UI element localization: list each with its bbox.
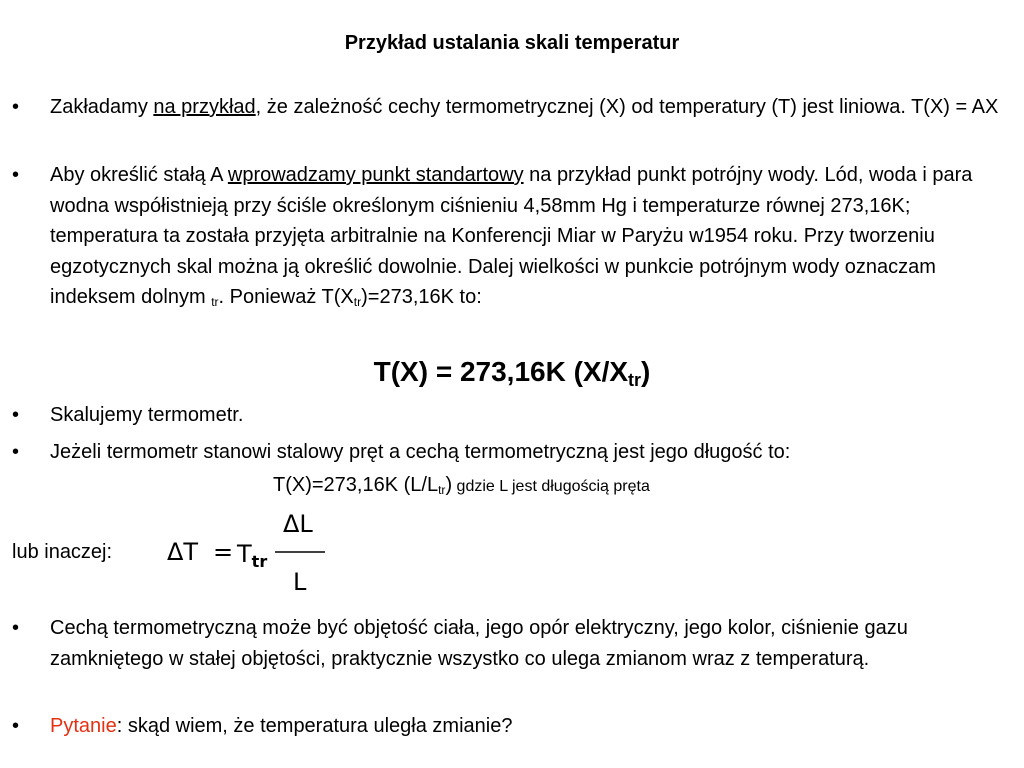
underlined-phrase: wprowadzamy punkt standartowy	[227, 164, 524, 186]
bullet-text: Skalujemy termometr.	[50, 404, 244, 426]
bullet-marker: •	[12, 404, 20, 426]
underlined-phrase: na przykład	[153, 96, 256, 118]
bullet-text: Aby określić stałą A wprowadzamy punkt standartowy na przykład punkt potrójny wody. Lód, woda i para wodna współistnieją przy ściśle określonym ciśnieniu 4,58mm Hg i temperaturze równej 273,16K; temperatura ta została przyjęta arbitralnie na Konferencji Miar w Paryżu w1954 roku. Przy tworzeniu egzotycznych skal można ją określić dowolnie. Dalej wielkości w punkcie potrójnym wody oznaczam indeksem dolnym $_{tr}$. Ponieważ $T(X_{tr})=273,16K$ to:	[50, 164, 973, 309]
bullet-question	[12, 711, 1012, 742]
bullet-marker: •	[12, 441, 20, 463]
question-keyword: Pytanie	[50, 715, 117, 737]
bullet-marker: •	[12, 617, 20, 639]
bullet-text: Zakładamy na przykład, że zależność cechy termometrycznej (X) od temperatury (T) jest liniowa. T(X) = AX	[50, 96, 999, 118]
bullet-marker: •	[12, 715, 20, 737]
fraction-numerator: ΔL	[283, 510, 313, 538]
main-formula: T(X) = 273,16K $(X/X_{tr})$	[373, 356, 651, 390]
bullet-marker: •	[12, 164, 20, 186]
fraction-formula	[165, 506, 345, 596]
delta-t-symbol: ΔT	[167, 538, 199, 566]
bullet-scaling	[12, 400, 1012, 431]
bullet-thermometric-properties	[12, 613, 1012, 674]
rod-formula: T(X)=273,16K $(L/L_{tr})$ gdzie L jest długością pręta	[273, 474, 650, 497]
bullet-text: Cechą termometryczną może być objętość ciała, jego opór elektryczny, jego kolor, ciśnienie gazu zamkniętego w stałej objętości, praktycznie wszystko co ulega zmianom wraz z temperaturą.	[50, 617, 908, 670]
bullet-text: Jeżeli termometr stanowi stalowy pręt a cechą termometryczną jest jego długość to:	[50, 441, 791, 463]
equals-sign: =	[213, 538, 234, 566]
formula-note: gdzie L jest długością pręta	[452, 478, 650, 495]
alternative-label: lub inaczej:	[12, 541, 113, 563]
bullet-marker: •	[12, 96, 20, 118]
t-tr-symbol: $T_{tr}$	[237, 540, 268, 571]
bullet-standard-point	[12, 160, 1012, 313]
bullet-linear-assumption	[12, 92, 1012, 123]
bullet-text: Pytanie: skąd wiem, że temperatura uległa zmianie?	[50, 715, 513, 737]
fraction-denominator: L	[293, 568, 307, 596]
bullet-steel-rod	[12, 437, 1012, 468]
slide-title: Przykład ustalania skali temperatur	[344, 32, 680, 54]
